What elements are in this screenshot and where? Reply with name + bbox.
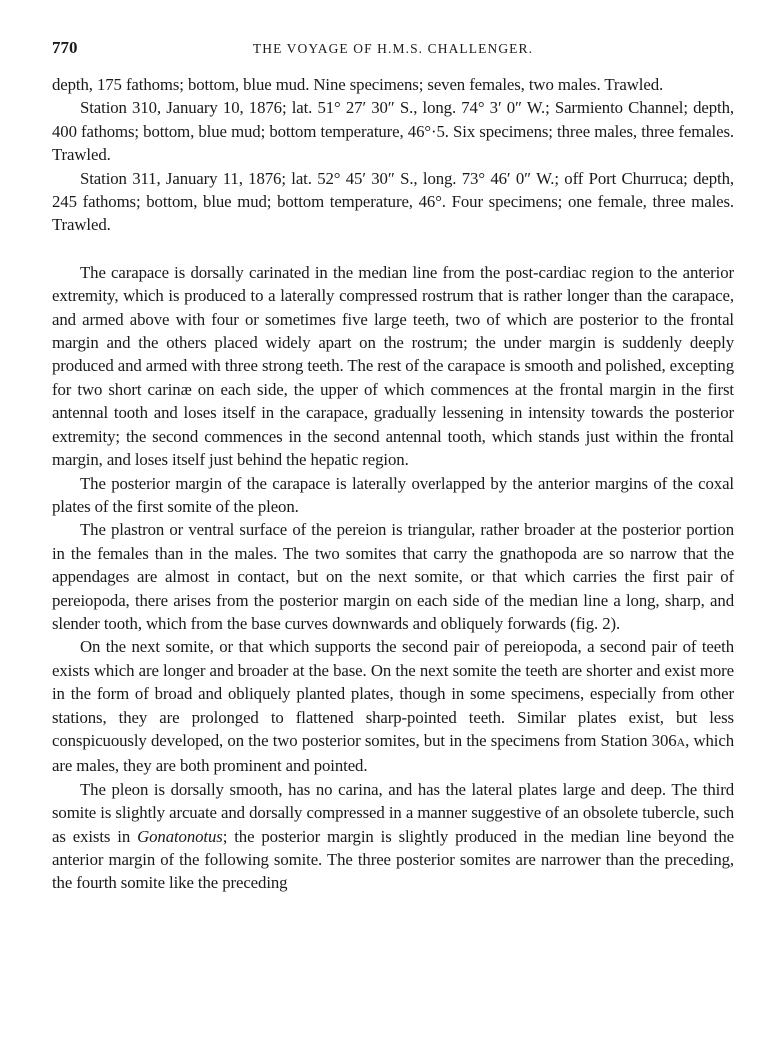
station-continuation-paragraph: depth, 175 fathoms; bottom, blue mud. Nine specimens; seven females, two males. Trawled. [52,75,664,94]
station-310-paragraph: Station 310, January 10, 1876; lat. 51° 27′ 30″ S., long. 74° 3′ 0″ W.; Sarmiento Channel; depth, 400 fathoms; bottom, blue mud; bottom temperature, 46°·5. Six specimens; three males, three females. Trawled. [52,98,734,165]
running-head [52,38,734,62]
carapace-paragraph: The carapace is dorsally carinated in the median line from the post-cardiac region to the anterior extremity, which is produced to a laterally compressed rostrum that is rather longer than the carapace, and armed above with four or sometimes five large teeth, two of which are posterior to the frontal margin and the others placed widely apart on the rostrum; the under margin is suddenly deeply produced and armed with three strong teeth. The rest of the carapace is smooth and polished, excepting for two short carinæ on each side, the upper of which commences at the frontal margin in the first antennal tooth and loses itself in the carapace, gradually lessening in intensity towards the posterior extremity; the second commences in the second antennal tooth, which stands just within the frontal margin, and loses itself just behind the hepatic region. [52,262,734,470]
station-311-paragraph: Station 311, January 11, 1876; lat. 52° 45′ 30″ S., long. 73° 46′ 0″ W.; off Port Churruca; depth, 245 fathoms; bottom, blue mud; bottom temperature, 46°. Four specimens; one female, three males. Trawled. [52,168,734,235]
somite-teeth-text: On the next somite, or that which supports the second pair of pereiopoda, a second pair of teeth exists which are longer and broader at the base. On the next somite the teeth are shorter and exist more in the form of broad and obliquely planted plates, though in some specimens, especially from other stations, they are prolonged to flattened sharp-pointed teeth. Similar plates exist, but less conspicuously developed, on the two posterior somites, but in the specimens from Station 306 [52,637,734,750]
plastron-paragraph: The plastron or ventral surface of the pereion is triangular, rather broader at the posterior portion in the females than in the males. The two somites that carry the gnathopoda are so narrow that the appendages are almost in contact, but on the next somite, or that which carries the first pair of pereiopoda, there arises from the posterior margin on each side of the median line a long, sharp, and slender tooth, which from the base curves downwards and obliquely forwards (fig. 2). [52,520,734,633]
somite-teeth-text-end: , which are males, they are both prominent and pointed. [52,730,734,776]
pleon-paragraph [52,778,734,895]
station-small-cap-letter: A [676,734,686,749]
page-number: 770 [52,38,78,57]
pleon-text-end: ; the posterior margin is slightly produced in the median line beyond the anterior margin of the following somite. The three posterior somites are narrower than the preceding, the fourth somite like the preceding [52,826,734,893]
posterior-margin-paragraph: The posterior margin of the carapace is laterally overlapped by the anterior margins of the coxal plates of the first somite of the pleon. [52,473,734,516]
running-title: THE VOYAGE OF H.M.S. CHALLENGER. [252,41,534,56]
body-text [52,73,734,895]
pleon-text: The pleon is dorsally smooth, has no carina, and has the lateral plates large and deep. The third somite is slightly arcuate and dorsally compressed in a manner suggestive of an obsolete tubercle, such as exists in [52,779,734,846]
somite-teeth-paragraph [52,635,734,777]
genus-name: Gonatonotus [137,826,223,846]
